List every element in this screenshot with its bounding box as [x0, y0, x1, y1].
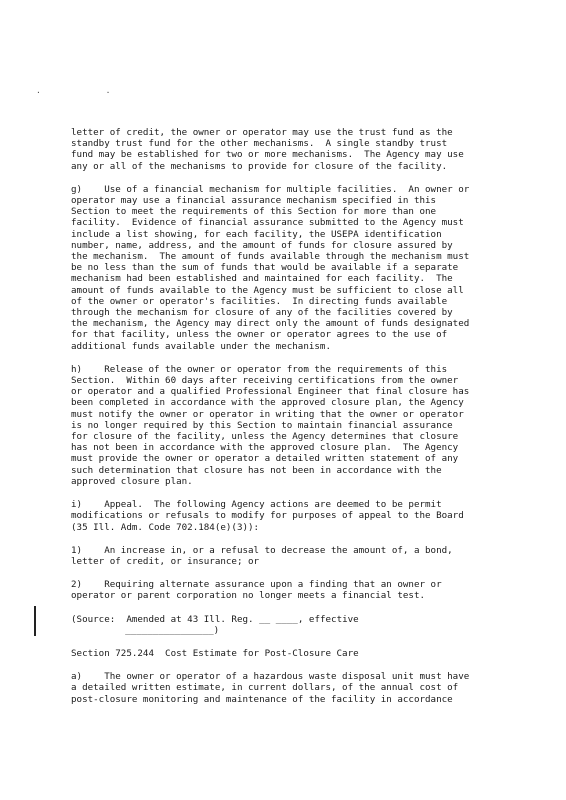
source-note-blank-page: ____ [275, 613, 298, 625]
scan-specks: . . [36, 86, 141, 95]
section-heading: Section 725.244 Cost Estimate for Post-Closure Care [71, 647, 359, 659]
paragraph-i-appeal: i) Appeal. The following Agency actions are deemed to be permit modifications or refusals to modify for purposes of appeal to the Board (35 Ill. Adm. Code 702.184(e)(3)): [71, 499, 464, 533]
document-body [71, 127, 507, 705]
paragraph-i-1: 1) An increase in, or a refusal to decrease the amount of, a bond, letter of credit, or insurance; or [71, 544, 453, 567]
paragraph-h-release: h) Release of the owner or operator from the requirements of this Section. Within 60 days after receiving certifications from the owner or operator and a qualified Professional Engineer that final closure has been completed in accordance with the approved closure plan, the Agency must notify the owner or operator in writing that the owner or operator is no longer required by this Section to maintain financial assurance for closure of the facility, unless the Agency determines that closure has not been in accordance with the approved closure plan. The Agency must provide the owner or operator a detailed written statement of any such determination that closure has not been in accordance with the approved closure plan. [71, 363, 470, 487]
paragraph-g-multiple-facilities: g) Use of a financial mechanism for multiple facilities. An owner or operator may use a financial assurance mechanism specified in this Section to meet the requirements of this Section for more than one facility. Evidence of financial assurance submitted to the Agency must include a list showing, for each facility, the USEPA identification number, name, address, and the amount of funds for closure assured by the mechanism. The amount of funds available through the mechanism must be no less than the sum of funds that would be available if a separate mechanism had been established and maintained for each facility. The amount of funds available to the Agency must be sufficient to close all of the owner or operator's facilities. In directing funds available through the mechanism for closure of any of the facilities covered by the mechanism, the Agency may direct only the amount of funds designated for that facility, unless the owner or operator agrees to the use of additional funds available under the mechanism. [71, 183, 470, 352]
paragraph-i-2: 2) Requiring alternate assurance upon a finding that an owner or operator or parent corporation no longer meets a financial test. [71, 579, 442, 602]
paragraph-standby-trust: letter of credit, the owner or operator may use the trust fund as the standby trust fund for the other mechanisms. A single standby trust fund may be established for two or more mechanisms. The Agency may use any or all of the mechanisms to provide for closure of the facility. [71, 127, 464, 172]
source-note [71, 614, 507, 636]
source-note-close: ) [213, 624, 220, 636]
revision-margin-bar [34, 606, 36, 636]
source-note-blank-volume: __ [259, 613, 271, 625]
source-note-start: (Source: Amended at 43 Ill. Reg. [71, 613, 260, 625]
source-note-date-blank: ________________ [125, 624, 214, 636]
source-note-effective: , effective [297, 613, 359, 625]
paragraph-a-cost-estimate: a) The owner or operator of a hazardous waste disposal unit must have a detailed written estimate, in current dollars, of the annual cost of post-closure monitoring and maintenance of the facility in accordance [71, 671, 470, 705]
